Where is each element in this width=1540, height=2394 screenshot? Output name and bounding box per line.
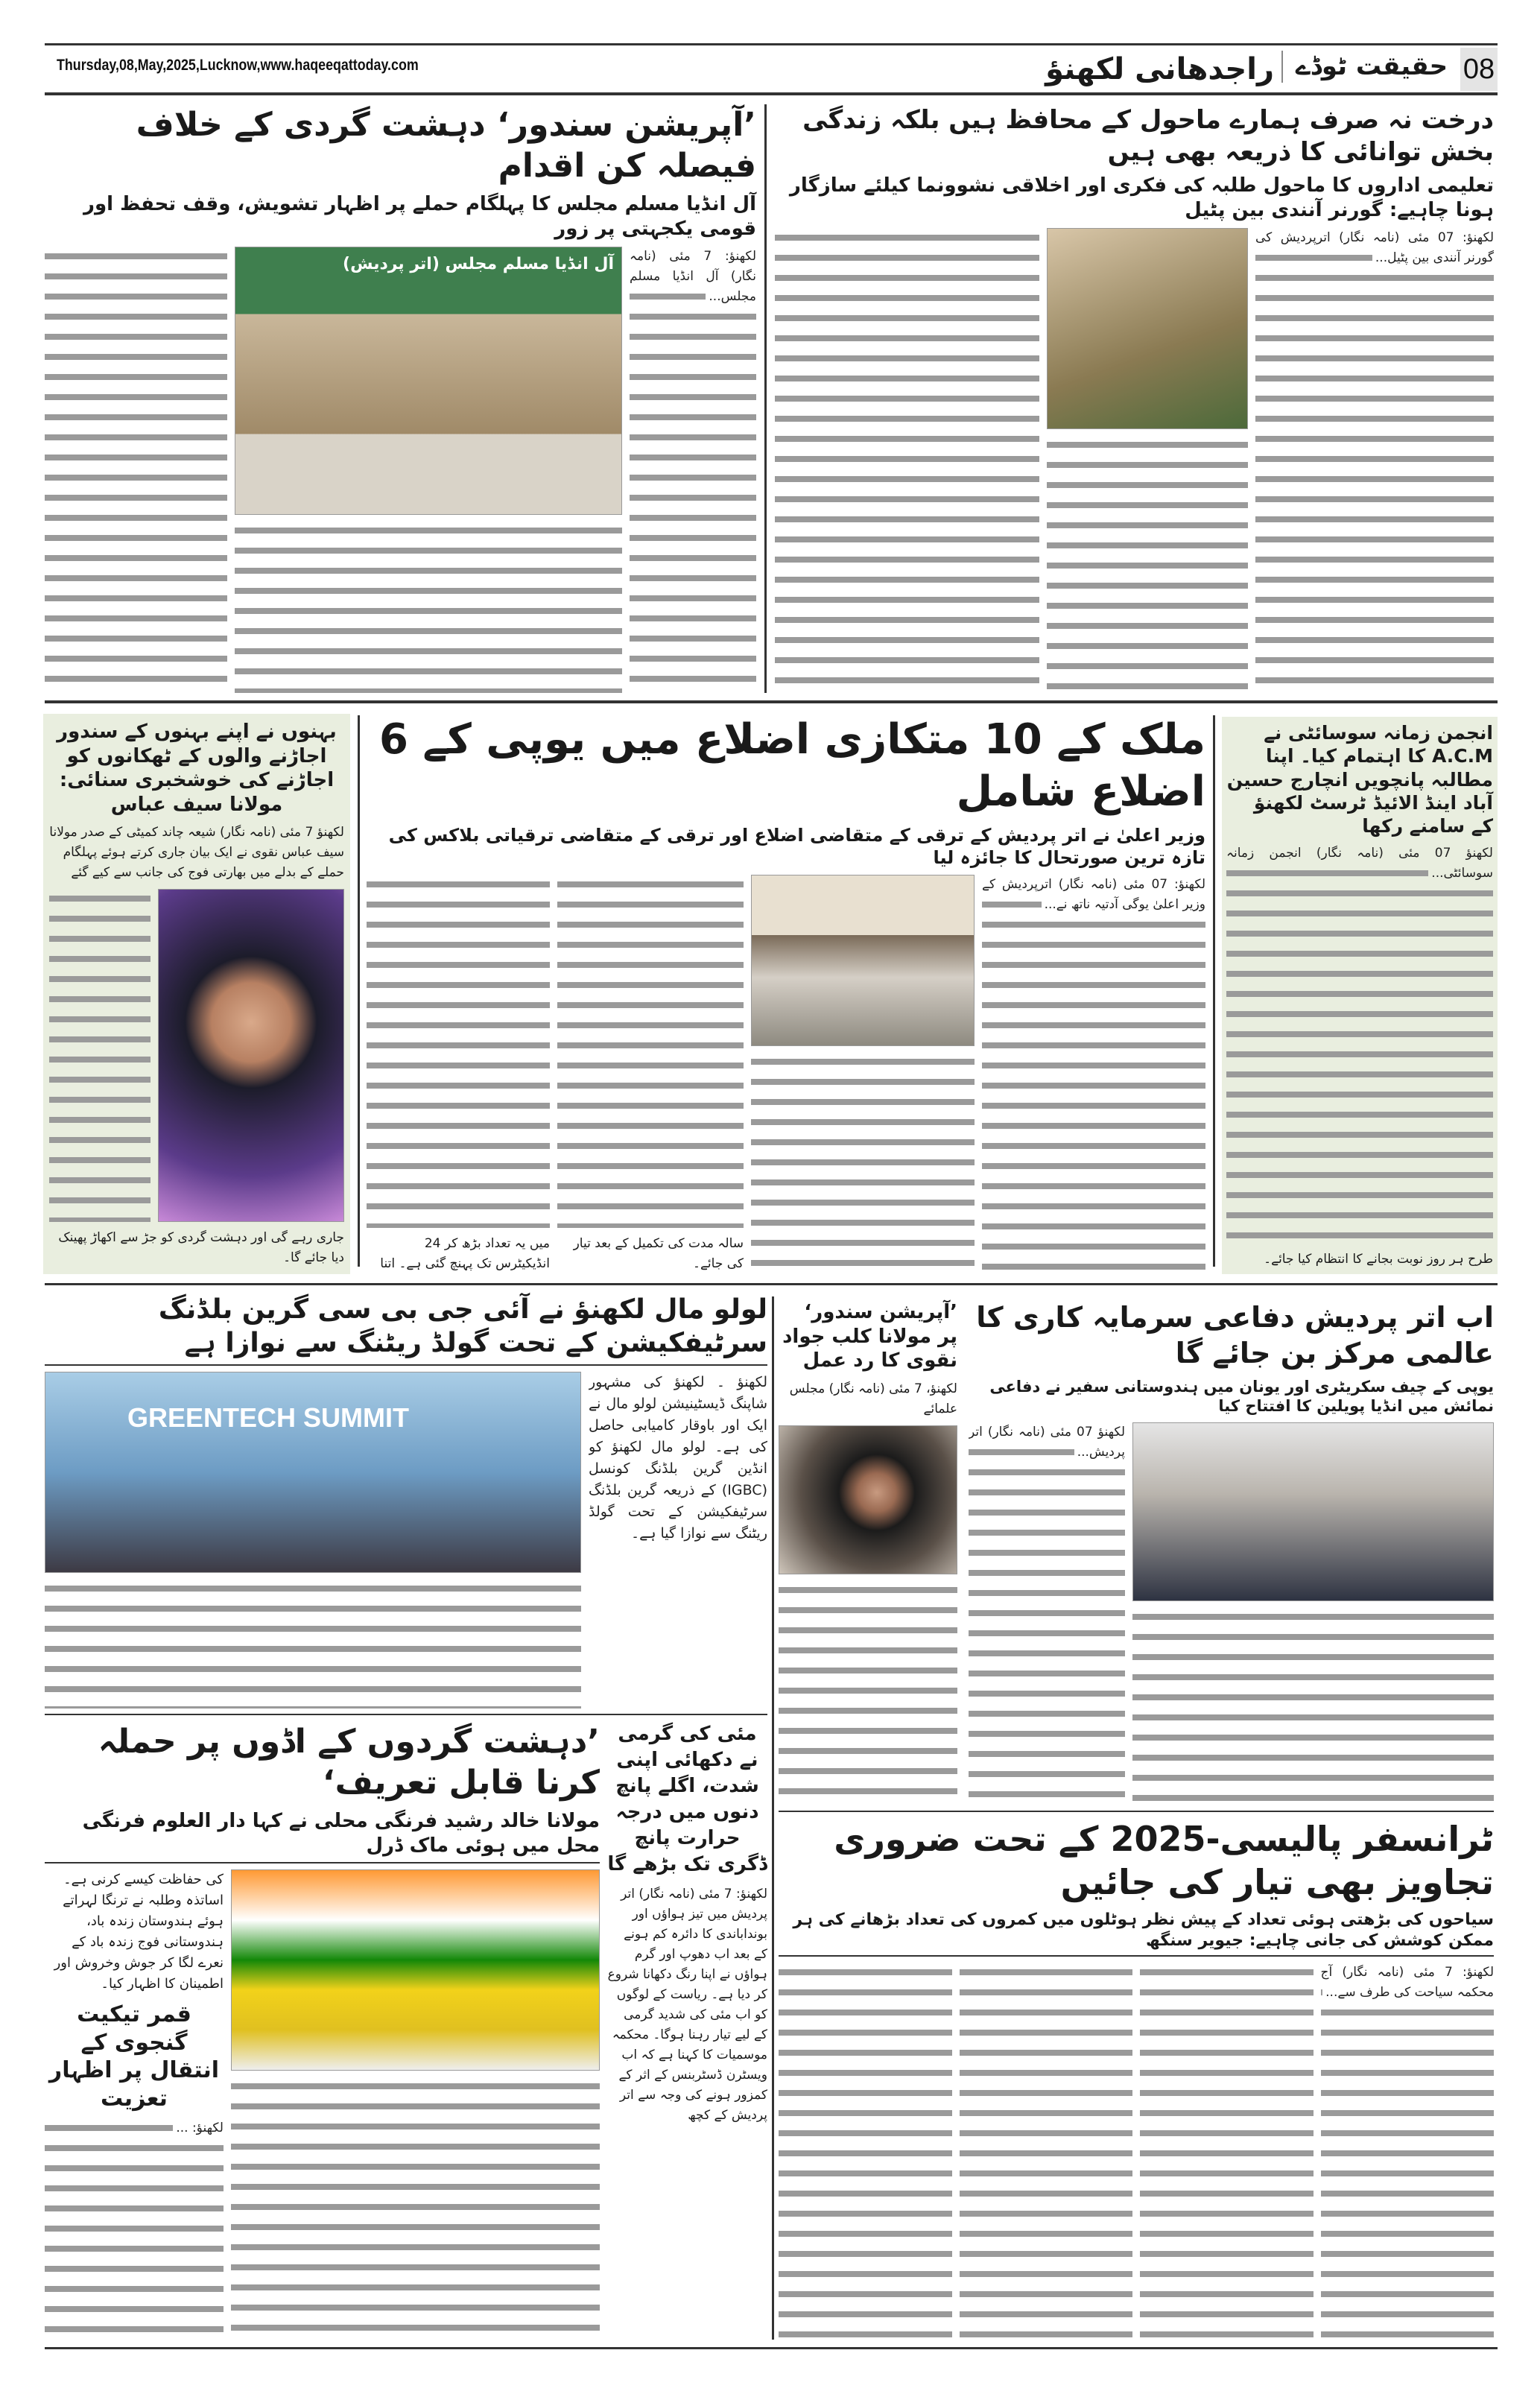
qamar-body: لکھنؤ: ... (45, 2118, 224, 2340)
sindoor-subhead: آل انڈیا مسلم مجلس کا پہلگام حملے پر اظہار تشویش، وقف تحفظ اور قومی یکجہتی پر زور (83, 193, 756, 240)
defence-body-col1: لکھنؤ 07 مئی (نامہ نگار) اتر پردیش... (969, 1422, 1125, 1804)
defence-subhead: یوپی کے چیف سکریٹری اور یونان میں ہندوستانی سفیر نے دفاعی نمائش میں انڈیا پویلین کا افتتاح کیا (989, 1378, 1494, 1416)
kalbe-headline: ’آپریشن سندور‘ پر مولانا کلب جواد نقوی کا رد عمل (782, 1301, 957, 1372)
saif-body-continued (49, 889, 150, 1222)
kalbe-dateline: لکھنؤ، 7 مئی (نامہ نگار) مجلس علمائے (789, 1381, 957, 1416)
trees-body-col2 (1047, 435, 1248, 693)
section-title: راجدھانی لکھنؤ (1045, 52, 1274, 86)
trees-article (775, 104, 1494, 693)
heat-article (607, 1721, 767, 2340)
column-divider (764, 104, 767, 693)
column-divider (358, 715, 360, 1267)
section-rule (779, 1811, 1494, 1812)
sindoor-body-col3 (235, 521, 622, 693)
saif-abbas-photo (158, 889, 344, 1222)
header-rule (45, 92, 1498, 95)
saif-closing: جاری رہے گی اور دہشت گردی کو جڑ سے اکھاڑ پھینک دیا جائے گا۔ (58, 1230, 344, 1265)
lulu-body-cols (45, 1579, 581, 1709)
lulu-article (45, 1293, 767, 1709)
transfer-body-col2 (1140, 1963, 1314, 2340)
lulu-body-lede: لکھنؤ ۔ لکھنؤ کی مشہور شاپنگ ڈیسٹینیشن لولو مال نے ایک اور باوقار کامیابی حاصل کی ہے۔ لولو مال لکھنؤ کو انڈین گرین بلڈنگ کونسل (IGBC) کے ذریعہ گرین بلڈنگ سرٹیفکیشن کے تحت گولڈ ریٹنگ سے نوازا گیا ہے۔ (589, 1374, 767, 1542)
kalbe-body (779, 1580, 957, 1804)
column-divider (772, 1296, 774, 2340)
transfer-headline: ٹرانسفر پالیسی-2025 کے تحت ضروری تجاویز بھی تیار کی جائیں (834, 1819, 1494, 1902)
trees-headline: درخت نہ صرف ہمارے ماحول کے محافظ ہیں بلکہ زندگی بخش توانائی کا ذریعہ بھی ہیں (802, 105, 1494, 167)
heat-headline: مئی کی گرمی نے دکھائی اپنی شدت، اگلے پانچ دنوں میں درجہ حرارت پانچ ڈگری تک بڑھے گا (607, 1723, 767, 1876)
farangi-headline: ’دہشت گردوں کے اڈوں پر حملہ کرنا قابل تعریف‘ (98, 1723, 600, 1802)
transfer-body-col4 (779, 1963, 952, 2340)
photo-text: GREENTECH SUMMIT (127, 1402, 409, 1433)
farangi-article (45, 1721, 600, 2340)
cm-meeting-photo (751, 875, 975, 1046)
transfer-article (779, 1818, 1494, 2340)
pavilion-photo (1132, 1422, 1494, 1601)
transfer-subhead: سیاحوں کی بڑھتی ہوئی تعداد کے پیش نظر ہوٹلوں میں کمروں کی تعداد بڑھانے کی ہر ممکن کوشش کی جانی چاہیے: جیویر سنگھ (779, 1910, 1494, 1957)
districts-body-col2 (751, 1052, 975, 1274)
section-rule (45, 700, 1498, 703)
districts-snippet: میں یہ تعداد بڑھ کر 24 انڈیکیٹرس تک پہنچ گئی ہے۔ اتنا (380, 1236, 550, 1271)
sindoor-body-col2 (45, 247, 227, 693)
sindoor-headline: ’آپریشن سندور‘ دہشت گردی کے خلاف فیصلہ کن اقدام (136, 106, 756, 185)
transfer-body-col3 (960, 1963, 1133, 2340)
districts-body-col4 (367, 875, 550, 1228)
acm-body: لکھنؤ 07 مئی (نامہ نگار) انجمن زمانہ سوسائٹی... (1226, 843, 1493, 1244)
lulu-headline: لولو مال لکھنؤ نے آئی جی بی سی گرین بلڈنگ سرٹیفکیشن کے تحت گولڈ ریٹنگ سے نوازا ہے (45, 1293, 767, 1366)
acm-box (1222, 717, 1498, 1274)
mock-drill-photo (231, 1869, 600, 2071)
photo-banner: آل انڈیا مسلم مجلس (اتر پردیش) (343, 255, 614, 273)
defence-body-col2 (1132, 1607, 1494, 1804)
mujlis-meeting-photo (235, 247, 622, 515)
saif-abbas-box (43, 714, 350, 1274)
dateline: Thursday,08,May,2025,Lucknow,www.haqeeqattoday.com (57, 57, 419, 74)
acm-headline: انجمن زمانہ سوسائٹی نے A.C.M کا اہتمام کیا۔ اپنا مطالبہ پانچویں انچارج حسین آباد اینڈ الائیڈ ٹرسٹ لکھنؤ کے سامنے رکھا (1226, 722, 1493, 837)
saif-body: لکھنؤ 7 مئی (نامہ نگار) شیعہ چاند کمیٹی کے صدر مولانا سیف عباس نقوی نے ایک بیان جاری کرتے ہوئے پہلگام حملے کے بدلے میں بھارتی فوج کی جانب سے کیے گئے (49, 825, 344, 880)
trees-body-col3 (775, 228, 1039, 693)
trees-subhead: تعلیمی اداروں کا ماحول طلبہ کی فکری اور اخلاقی نشوونما کیلئے سازگار ہونا چاہیے: گورنر آنندی بین پٹیل (789, 174, 1494, 221)
heat-body: لکھنؤ: 7 مئی (نامہ نگار) اتر پردیش میں تیز ہواؤں اور بونداباندی کا دائرہ کم ہونے کے بعد اب دھوپ اور گرم ہواؤں نے اپنا رنگ دکھانا شروع کر دیا ہے۔ ریاست کے لوگوں کو اب مئی کی شدید گرمی کے لیے تیار رہنا ہوگا۔ محکمہ موسمیات کا کہنا ہے کہ اب ویسٹرن ڈسٹربنس کے اثر کے کمزور ہونے کی وجہ سے اتر پردیش کے کچھ (607, 1886, 767, 2123)
transfer-body-col1: لکھنؤ: 7 مئی (نامہ نگار) آج محکمہ سیاحت کی طرف سے... (1321, 1963, 1495, 2340)
farangi-subhead: مولانا خالد رشید فرنگی محلی نے کہا دار العلوم فرنگی محل میں ہوئی ماک ڈرل (45, 1809, 600, 1863)
sindoor-body-col1: لکھنؤ: 7 مئی (نامہ نگار) آل انڈیا مسلم مجلس... (630, 247, 756, 693)
saif-headline: بہنوں نے اپنے بہنوں کے سندور اجاڑنے والوں کے ٹھکانوں کو اجاڑنے کی خوشخبری سنائی: مولانا سیف عباس (57, 721, 337, 816)
governor-photo (1047, 228, 1248, 429)
lulu-award-photo (45, 1372, 581, 1573)
bottom-rule (45, 2347, 1498, 2349)
defence-article (969, 1300, 1494, 1803)
section-rule (45, 1714, 767, 1715)
kalbe-article (779, 1300, 957, 1803)
top-rule (45, 43, 1498, 45)
farangi-body: کی حفاظت کیسے کرنی ہے۔ اساتذہ وطلبہ نے ترنگا لہراتے ہوئے ہندوستان زندہ باد، ہندوستانی فوج زندہ باد کے نعرے لگا کر جوش وخروش اور اطمینان کا اظہار کیا۔ (54, 1872, 224, 1992)
defence-headline: اب اتر پردیش دفاعی سرمایہ کاری کا عالمی مرکز بن جائے گا (976, 1301, 1494, 1369)
acm-closing: طرح ہر روز نوبت بجانے کا انتظام کیا جائے۔ (1264, 1252, 1493, 1267)
districts-body-col3 (557, 875, 744, 1228)
page-number: 08 (1460, 48, 1498, 91)
districts-headline: ملک کے 10 متکازی اضلاع میں یوپی کے 6 اضلاع شامل (378, 715, 1205, 816)
column-divider (1213, 715, 1215, 1267)
masthead-logo: حقیقت ٹوڈے (1281, 51, 1453, 83)
trees-body-col1: لکھنؤ: 07 مئی (نامہ نگار) اترپردیش کی گورنر آنندی بین پٹیل... (1255, 228, 1494, 693)
districts-body-col1: لکھنؤ: 07 مئی (نامہ نگار) اترپردیش کے وزیر اعلیٰ یوگی آدتیہ ناتھ نے... (982, 875, 1205, 1274)
kalbe-jawad-photo (779, 1425, 957, 1574)
sindoor-article (45, 104, 756, 693)
qamar-headline: قمر تیکیت گنجوی کے انتقال پر اظہار تعزیت (48, 2001, 220, 2112)
farangi-body-cols (231, 2077, 600, 2340)
districts-snippet: سالہ مدت کی تکمیل کے بعد تیار کی جائے۔ (573, 1236, 744, 1271)
section-rule (45, 1283, 1498, 1285)
districts-article (367, 714, 1205, 1274)
districts-subhead: وزیر اعلیٰ نے اتر پردیش کے ترقی کے متقاضی اضلاع اور ترقی کے متقاضی ترقیاتی بلاکس کی تازہ ترین صورتحال کا جائزہ لیا (388, 825, 1205, 868)
